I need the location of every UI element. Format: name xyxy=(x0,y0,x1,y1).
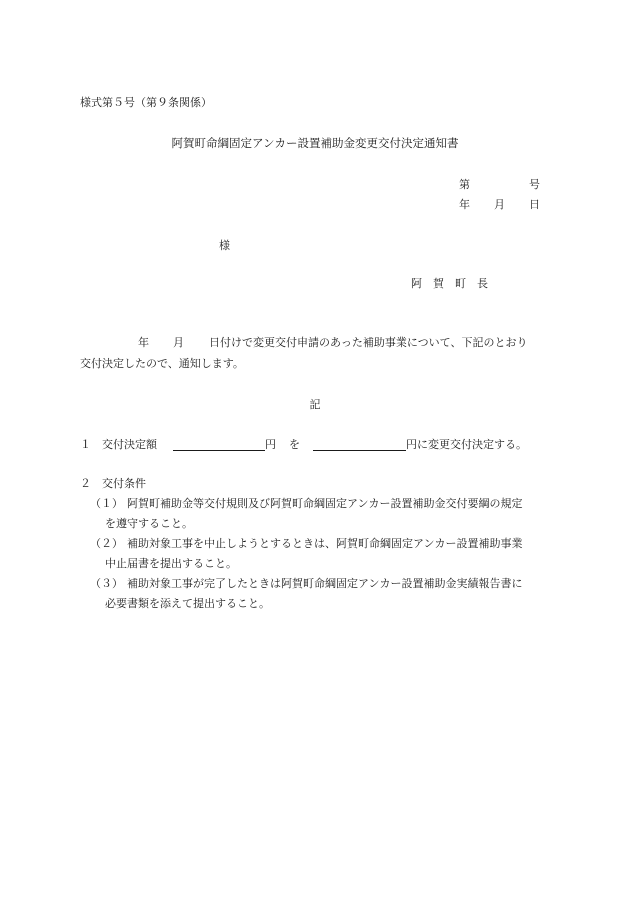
sender-char: 賀 xyxy=(433,277,444,290)
sender-char: 阿 xyxy=(411,277,422,290)
sender-char: 町 xyxy=(455,277,466,290)
date-day: 日 xyxy=(529,198,540,211)
date-year: 年 xyxy=(459,198,470,211)
condition-line1: 補助対象工事を中止しようとするときは、阿賀町命綱固定アンカー設置補助事業 xyxy=(127,537,523,550)
item1-number: １ xyxy=(80,438,91,451)
condition-line2: を遵守すること。 xyxy=(105,517,193,530)
body-year: 年 xyxy=(138,336,149,349)
body-paragraph-line2: 交付決定したので、通知します。 xyxy=(80,357,244,370)
item2-label: 交付条件 xyxy=(102,477,146,490)
condition-line1: 補助対象工事が完了したときは阿賀町命綱固定アンカー設置補助金実績報告書に xyxy=(127,577,523,590)
item1-yen2-text: 円に変更交付決定する。 xyxy=(406,438,527,451)
amount-after-blank xyxy=(313,439,406,451)
addressee-honorific: 様 xyxy=(219,239,230,252)
condition-number: （３） xyxy=(90,577,123,590)
form-number-label: 様式第５号（第９条関係） xyxy=(80,96,212,109)
body-line1-text: 日付けで変更交付申請のあった補助事業について、下記のとおり xyxy=(209,336,528,349)
condition-line2: 必要書類を添えて提出すること。 xyxy=(105,597,270,610)
ki-heading: 記 xyxy=(309,398,321,411)
condition-number: （１） xyxy=(90,497,123,510)
item2-number: ２ xyxy=(80,477,91,490)
body-month: 月 xyxy=(173,336,184,349)
number-dai: 第 xyxy=(459,178,470,191)
date-month: 月 xyxy=(494,198,505,211)
condition-line2: 中止届書を提出すること。 xyxy=(105,557,237,570)
amount-before-blank xyxy=(173,439,265,451)
item1-wo: を xyxy=(289,438,300,451)
sender-char: 長 xyxy=(477,277,488,290)
number-go: 号 xyxy=(529,178,540,191)
item1-yen1: 円 xyxy=(265,438,276,451)
sender-mayor xyxy=(411,278,499,289)
item1-label: 交付決定額 xyxy=(102,438,157,451)
condition-number: （２） xyxy=(90,537,123,550)
document-title: 阿賀町命綱固定アンカー設置補助金変更交付決定通知書 xyxy=(171,136,459,150)
condition-line1: 阿賀町補助金等交付規則及び阿賀町命綱固定アンカー設置補助金交付要綱の規定 xyxy=(127,497,523,510)
